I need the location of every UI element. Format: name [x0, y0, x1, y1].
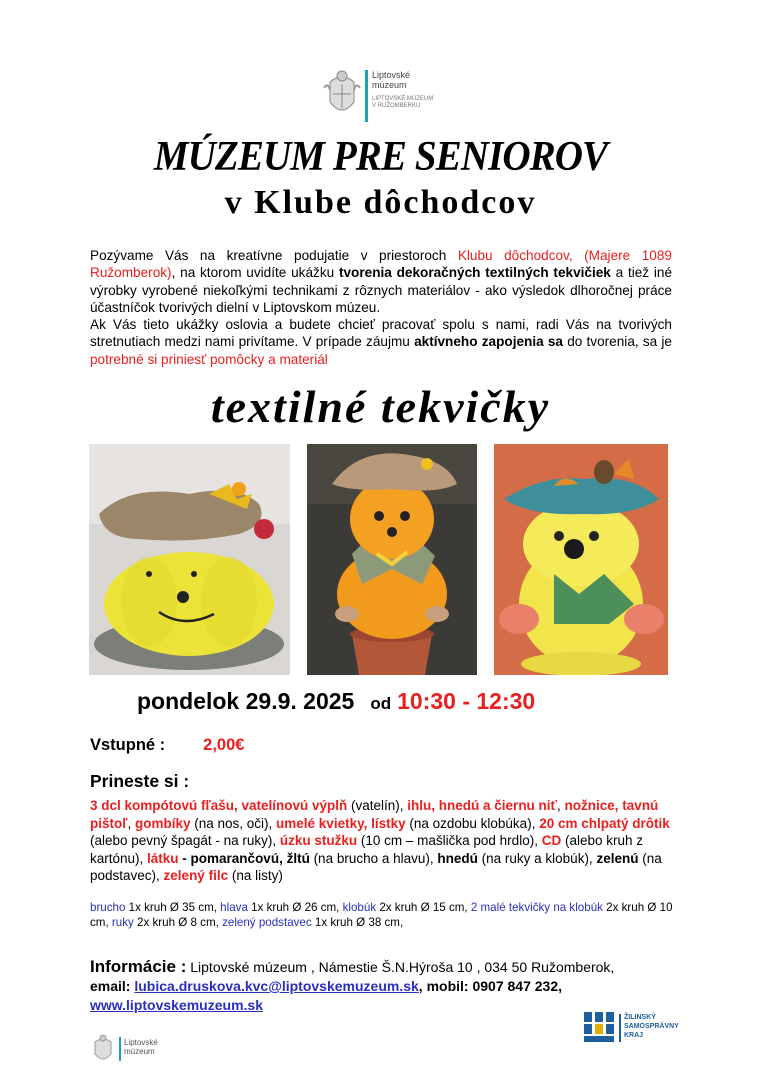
info-label: Informácie :: [90, 957, 187, 976]
zsk-region-logo: [582, 1010, 682, 1046]
event-from-label: od: [370, 694, 392, 713]
logo-name: Liptovské múzeum: [372, 70, 411, 90]
mobile-number: , mobil: 0907 847 232,: [418, 978, 562, 994]
pumpkin-photo-2: [307, 444, 477, 675]
email-label: email:: [90, 978, 135, 994]
page-subtitle: v Klube dôchodcov: [224, 184, 537, 221]
website-link[interactable]: www.liptovskemuzeum.sk: [90, 997, 263, 1013]
logo-accent-bar: [365, 70, 368, 122]
email-link[interactable]: lubica.druskova.kvc@liptovskemuzeum.sk: [134, 978, 419, 994]
coat-of-arms-icon: [322, 68, 362, 122]
entry-fee-label: Vstupné :: [90, 736, 166, 754]
intro-text: [90, 247, 672, 368]
page-title: MÚZEUM PRE SENIOROV: [153, 134, 608, 180]
logo-subtitle: LIPTOVSKÉ MÚZEUM V RUŽOMBERKU: [372, 96, 434, 109]
zsk-emblem-icon: [582, 1010, 616, 1046]
footer-logo-bar: [119, 1037, 121, 1061]
zsk-divider: [619, 1014, 621, 1042]
event-day: pondelok 29.9. 2025: [137, 688, 355, 714]
entry-fee-value: 2,00€: [203, 736, 245, 754]
footer-crest-icon: [90, 1033, 116, 1065]
fabric-sizes: brucho 1x kruh Ø 35 cm, hlava 1x kruh Ø 26 cm, klobúk 2x kruh Ø 15 cm, 2 malé tekvičky na klobúk 2x kruh Ø 10 cm, ruky 2x kruh Ø 8 cm, zelený podstavec 1x kruh Ø 38 cm,: [90, 901, 673, 929]
entry-fee: [90, 736, 244, 755]
footer-logo-name: Liptovské múzeum: [124, 1038, 158, 1056]
zsk-name: ŽILINSKÝ SAMOSPRÁVNY KRAJ: [624, 1014, 679, 1039]
pumpkin-photo-3: [494, 444, 668, 675]
event-time: 10:30 - 12:30: [397, 688, 536, 714]
info-address: Liptovské múzeum , Námestie Š.N.Hýroša 10 , 034 50 Ružomberok,: [186, 959, 615, 975]
museum-logo: [322, 68, 452, 124]
pumpkin-photo-1: [89, 444, 290, 675]
intro-paragraph-2: Ak Vás tieto ukážky oslovia a budete chcieť pracovať spolu s nami, radi Vás na tvorivých stretnutiach medzi nami privítame. V prípade záujmu aktívneho zapojenia sa do tvorenia, sa je potrebné si priniesť pomôcky a materiál: [90, 317, 672, 367]
section-heading: textilné tekvičky: [210, 381, 551, 432]
contact-info: [90, 957, 690, 1015]
bring-list: 3 dcl kompótovú fľašu, vatelínovú výplň (vatelín), ihlu, hnedú a čiernu niť, nožnice, tavnú pištoľ, gombíky (na nos, oči), umelé kvietky, lístky (na ozdobu klobúka), 20 cm chlpatý drôtik (alebo pevný špagát - na ruky), úzku stužku (10 cm – mašlička pod hrdlo), CD (alebo kruh z kartónu), látku - pomarančovú, žltú (na brucho a hlavu), hnedú (na ruky a klobúk), zelenú (na podstavec), zelený filc (na listy): [90, 798, 670, 883]
intro-paragraph-1: Pozývame Vás na kreatívne podujatie v priestoroch Klubu dôchodcov, (Majere 1089 Ružomberok), na ktorom uvidíte ukážku tvorenia dekoračných textilných tekvičiek a tiež iné výrobky vyrobené niekoľkými technikami z rôznych materiálov - ako výsledok dlhoročnej práce účastníčok tvorivých dielní v Liptovskom múzeu.: [90, 248, 673, 315]
footer-museum-logo: [90, 1033, 180, 1065]
bring-heading: Prineste si :: [90, 771, 190, 791]
event-date: [137, 688, 535, 715]
